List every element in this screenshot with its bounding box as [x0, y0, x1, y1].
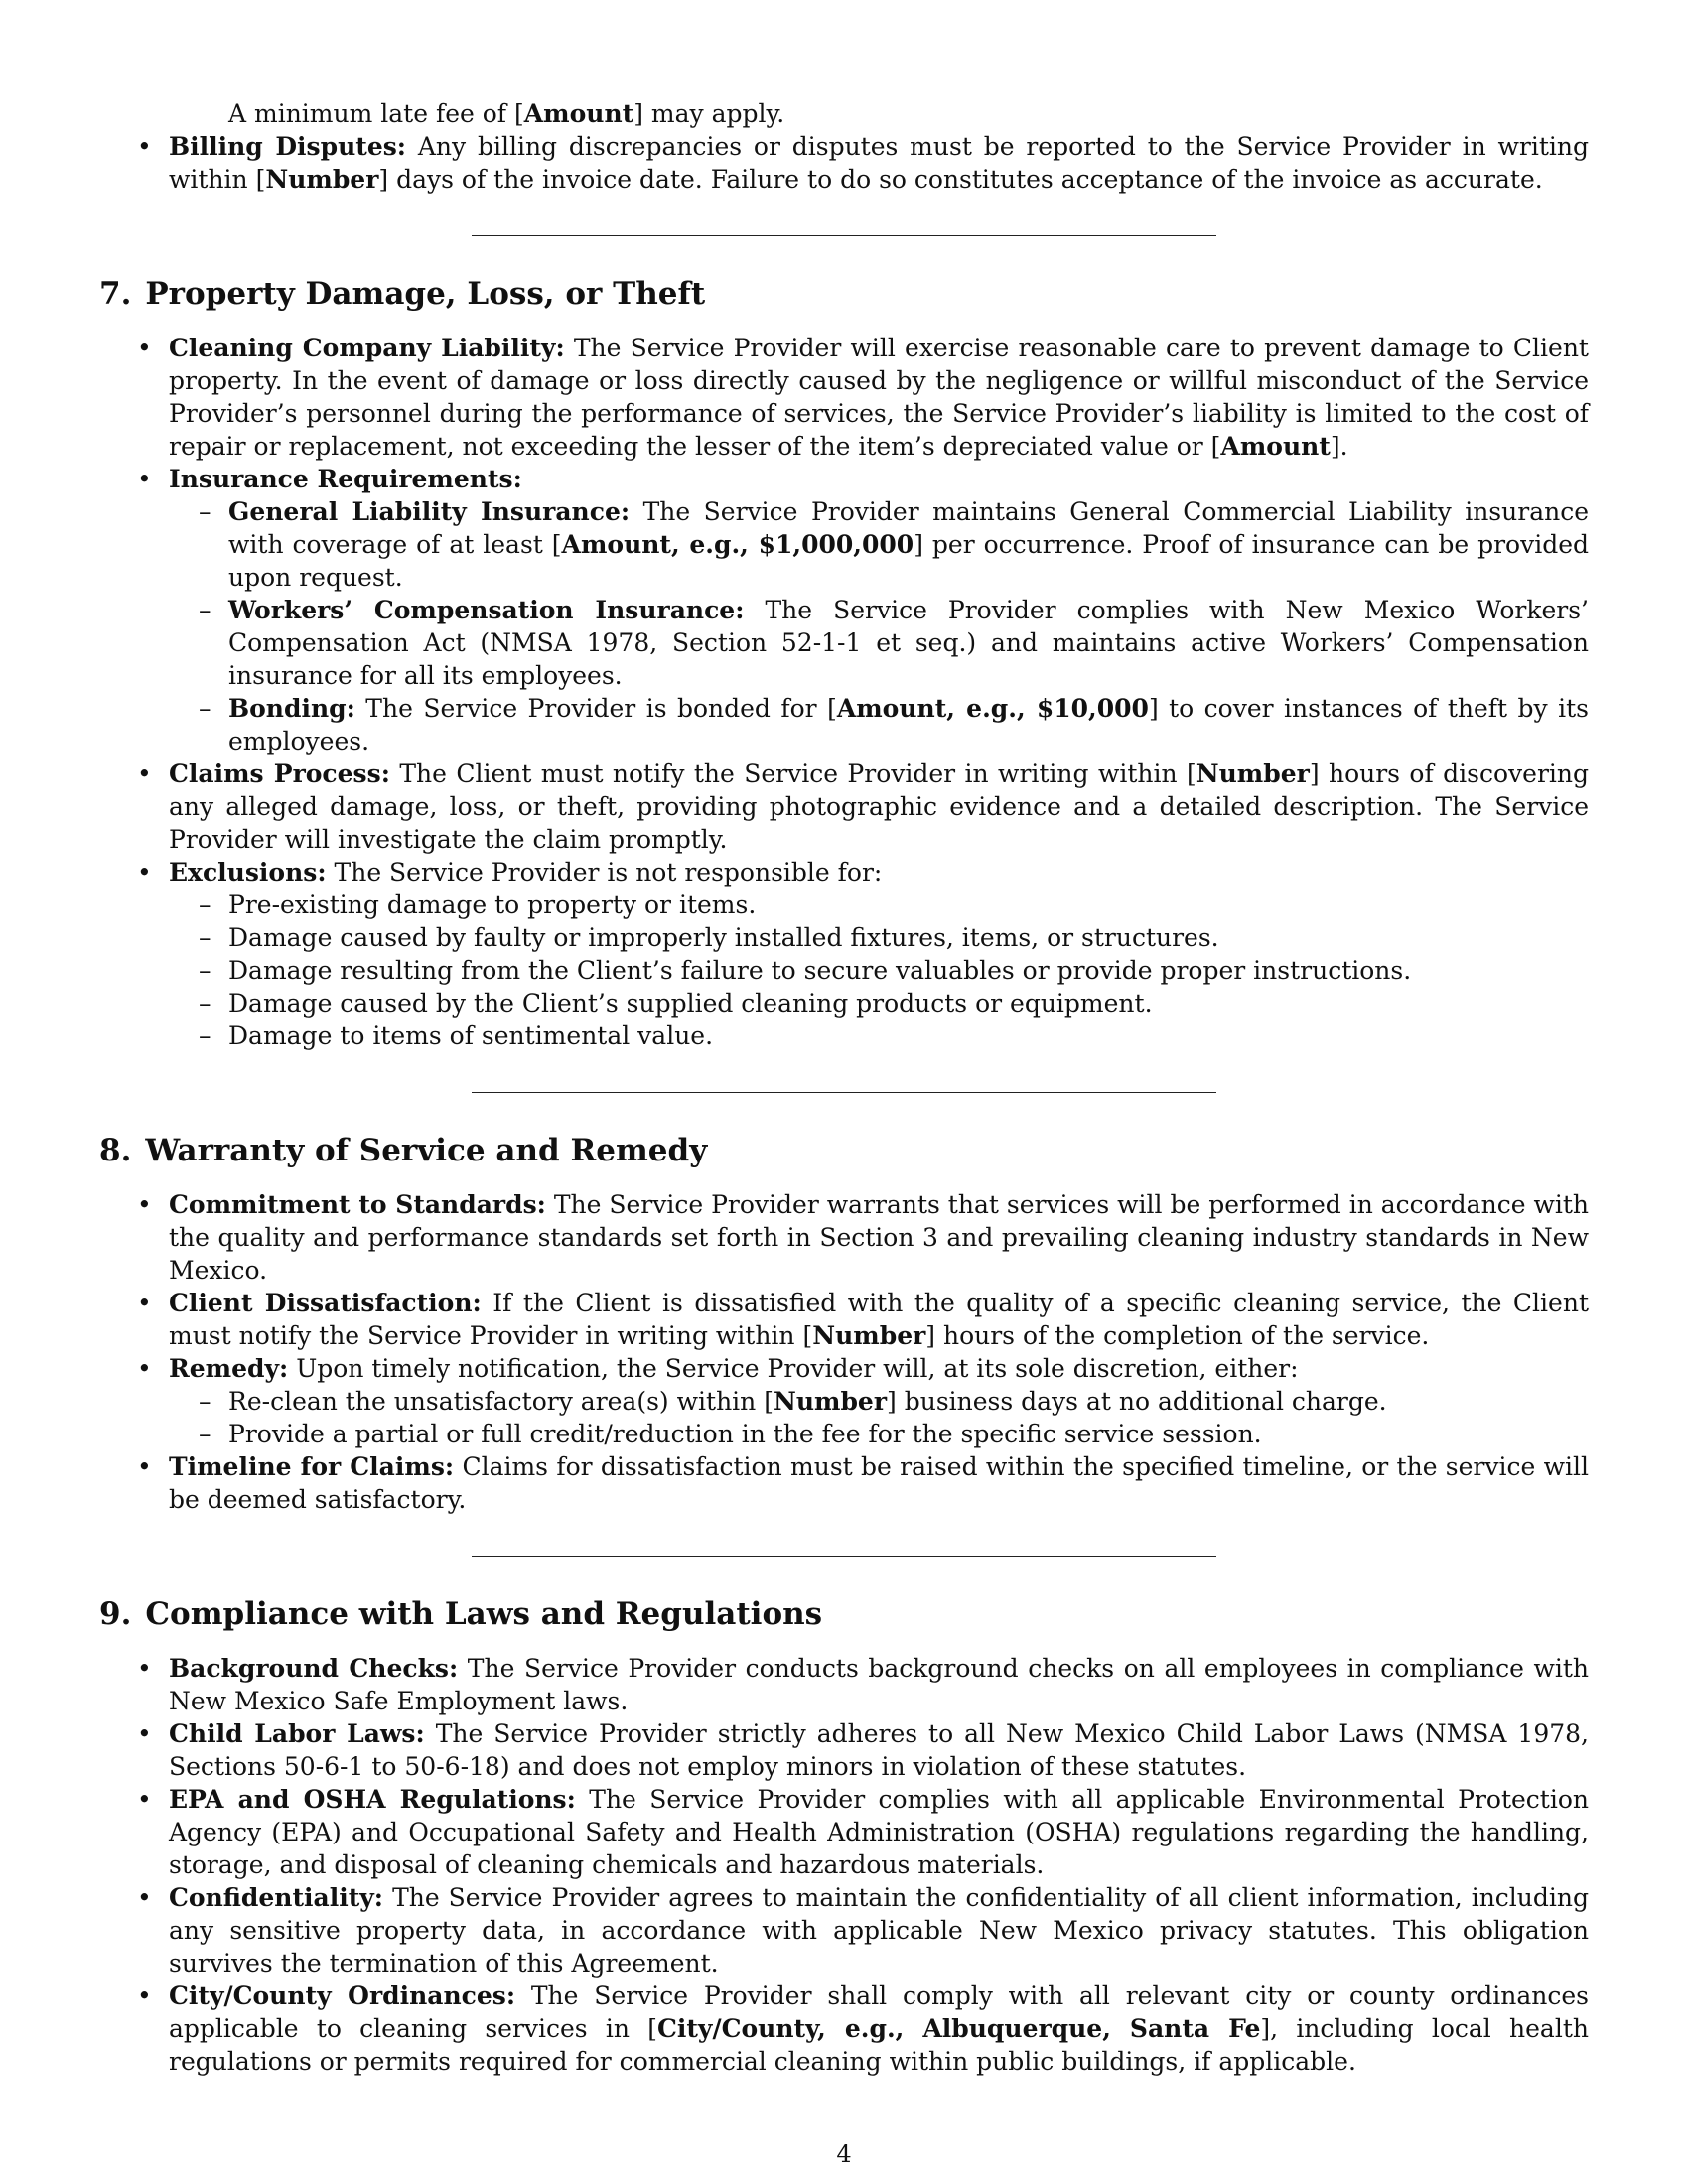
item-label: Remedy: — [169, 1354, 289, 1383]
section-8-list — [99, 1188, 1589, 1516]
item-label: Client Dissatisfaction: — [169, 1289, 482, 1317]
sublist-item-bonding — [169, 692, 1589, 757]
item-label: Confidentiality: — [169, 1883, 384, 1912]
sublist-item-reclean — [169, 1385, 1589, 1418]
list-item-remedy — [99, 1352, 1589, 1450]
page-number: 4 — [836, 2140, 852, 2168]
text: If the Client is dissatisfied with the quality of a specific cleaning service, the Client must notify the Service Provider in writing within [ — [169, 1289, 1589, 1350]
item-label: Insurance Requirements: — [169, 465, 522, 493]
item-label: Billing Disputes: — [169, 132, 407, 161]
section-divider — [472, 1556, 1216, 1557]
list-item-epa-osha — [99, 1783, 1589, 1881]
section-number: 9. — [99, 1596, 132, 1632]
section-divider — [472, 1092, 1216, 1093]
text: The Service Provider strictly adheres to all New Mexico Child Labor Laws (NMSA 1978, Sections 50-6-1 to 50-6-18) and does not employ minors in violation of these statutes. — [169, 1719, 1589, 1781]
text: ] days of the invoice date. Failure to do so constitutes acceptance of the invoice as accurate. — [378, 165, 1543, 194]
text: Upon timely notification, the Service Provider will, at its sole discretion, either: — [288, 1354, 1299, 1383]
item-label: Background Checks: — [169, 1654, 459, 1683]
insurance-sublist — [169, 495, 1589, 757]
text: The Service Provider shall comply with all relevant city or county ordinances applicable to cleaning services in [ — [169, 1981, 1589, 2043]
section-title: Warranty of Service and Remedy — [145, 1133, 708, 1168]
item-label: Commitment to Standards: — [169, 1190, 546, 1219]
sublist-item: – Damage resulting from the Client’s failure to secure valuables or provide proper instructions. — [169, 954, 1589, 987]
text: The Service Provider will exercise reasonable care to prevent damage to Client property. In the event of damage or loss directly caused by the negligence or willful misconduct of the Service Provider’s personnel during the performance of services, the Service Provider’s liability is limited to the cost of repair or replacement, not exceeding the lesser of the item’s depreciated value or [ — [169, 334, 1589, 461]
section-title: Compliance with Laws and Regulations — [145, 1596, 823, 1632]
late-fee-continuation — [228, 97, 1589, 130]
item-label: Workers’ Compensation Insurance: — [228, 596, 745, 624]
remedy-sublist — [169, 1385, 1589, 1450]
document-page — [99, 97, 1589, 2078]
exclusions-sublist — [169, 888, 1589, 1052]
placeholder-city: City/County, e.g., Albuquerque, Santa Fe — [656, 2014, 1261, 2043]
section-number: 7. — [99, 276, 132, 312]
section-9-list — [99, 1652, 1589, 2078]
text: ] may apply. — [633, 99, 785, 128]
sublist-item-credit: – Provide a partial or full credit/reduction in the fee for the specific service session. — [169, 1418, 1589, 1450]
list-item-background-checks — [99, 1652, 1589, 1717]
billing-list — [99, 130, 1589, 196]
text: The Service Provider is not responsible for: — [326, 858, 883, 887]
item-label: Child Labor Laws: — [169, 1719, 425, 1748]
sublist-item-general-liability — [169, 495, 1589, 594]
item-label: Bonding: — [228, 694, 355, 723]
text: The Service Provider complies with New Mexico Workers’ Compensation Act (NMSA 1978, Section 52-1-1 et seq.) and maintains active Workers’ Compensation insurance for all its employees. — [228, 596, 1590, 690]
text: Claims for dissatisfaction must be raised within the specified timeline, or the service will be deemed satisfactory. — [169, 1452, 1590, 1514]
item-label: General Liability Insurance: — [228, 497, 631, 526]
text: The Service Provider complies with all applicable Environmental Protection Agency (EPA) and Occupational Safety and Health Administration (OSHA) regulations regarding the handling, storage, and disposal of cleaning chemicals and hazardous materials. — [169, 1785, 1589, 1879]
sublist-item: – Damage caused by faulty or improperly installed fixtures, items, or structures. — [169, 921, 1589, 954]
sublist-item: – Pre-existing damage to property or items. — [169, 888, 1589, 921]
section-7-heading — [99, 274, 1589, 314]
section-7-list — [99, 332, 1589, 1052]
placeholder-amount: Amount, e.g., $10,000 — [836, 694, 1149, 723]
placeholder-number: Number — [773, 1387, 888, 1416]
list-item-insurance — [99, 463, 1589, 757]
item-label: Timeline for Claims: — [169, 1452, 455, 1481]
item-label: EPA and OSHA Regulations: — [169, 1785, 576, 1814]
item-label: Cleaning Company Liability: — [169, 334, 565, 362]
list-item-city-county — [99, 1979, 1589, 2078]
text: ] hours of the completion of the service. — [925, 1321, 1430, 1350]
list-item-exclusions — [99, 856, 1589, 1052]
placeholder-number: Number — [1196, 759, 1310, 788]
text: ]. — [1330, 432, 1348, 461]
item-label: Exclusions: — [169, 858, 327, 887]
section-9-heading — [99, 1594, 1589, 1634]
list-item-confidentiality — [99, 1881, 1589, 1979]
text: Re-clean the unsatisfactory area(s) within [ — [228, 1387, 774, 1416]
text: The Service Provider maintains General Commercial Liability insurance with coverage of at least [ — [228, 497, 1589, 559]
list-item-commitment — [99, 1188, 1589, 1287]
placeholder-amount: Amount — [1220, 432, 1331, 461]
list-item-company-liability — [99, 332, 1589, 463]
item-label: City/County Ordinances: — [169, 1981, 516, 2010]
text: The Service Provider is bonded for [ — [354, 694, 837, 723]
list-item-claims-process — [99, 757, 1589, 856]
list-item-child-labor — [99, 1717, 1589, 1783]
text: ] business days at no additional charge. — [887, 1387, 1387, 1416]
text: Any billing discrepancies or disputes must be reported to the Service Provider in writing within [ — [169, 132, 1589, 194]
sublist-item: – Damage caused by the Client’s supplied cleaning products or equipment. — [169, 987, 1589, 1020]
list-item-billing-disputes — [99, 130, 1589, 196]
text: The Service Provider warrants that services will be performed in accordance with the quality and performance standards set forth in Section 3 and prevailing cleaning industry standards in New Mexico. — [169, 1190, 1589, 1285]
text: The Service Provider conducts background checks on all employees in compliance with New Mexico Safe Employment laws. — [169, 1654, 1589, 1715]
text: The Service Provider agrees to maintain the confidentiality of all client information, including any sensitive property data, in accordance with applicable New Mexico privacy statutes. This obligation survives the termination of this Agreement. — [169, 1883, 1589, 1978]
placeholder-amount: Amount, e.g., $1,000,000 — [561, 530, 914, 559]
placeholder-number: Number — [265, 165, 379, 194]
text: ], including local health regulations or permits required for commercial cleaning within public buildings, if applicable. — [169, 2014, 1589, 2076]
sublist-item: – Damage to items of sentimental value. — [169, 1020, 1589, 1052]
text: The Client must notify the Service Provider in writing within [ — [389, 759, 1196, 788]
section-8-heading — [99, 1131, 1589, 1170]
text: ] to cover instances of theft by its employees. — [228, 694, 1589, 755]
item-label: Claims Process: — [169, 759, 390, 788]
section-title: Property Damage, Loss, or Theft — [145, 276, 706, 312]
sublist-item-workers-comp — [169, 594, 1589, 692]
text: ] per occurrence. Proof of insurance can be provided upon request. — [228, 530, 1590, 592]
placeholder-amount: Amount — [523, 99, 634, 128]
list-item-dissatisfaction — [99, 1287, 1589, 1352]
text: ] hours of discovering any alleged damage, loss, or theft, providing photographic evidence and a detailed description. The Service Provider will investigate the claim promptly. — [169, 759, 1589, 854]
list-item-timeline — [99, 1450, 1589, 1516]
section-divider — [472, 235, 1216, 236]
section-number: 8. — [99, 1133, 132, 1168]
placeholder-number: Number — [812, 1321, 926, 1350]
text: A minimum late fee of [ — [228, 99, 524, 128]
